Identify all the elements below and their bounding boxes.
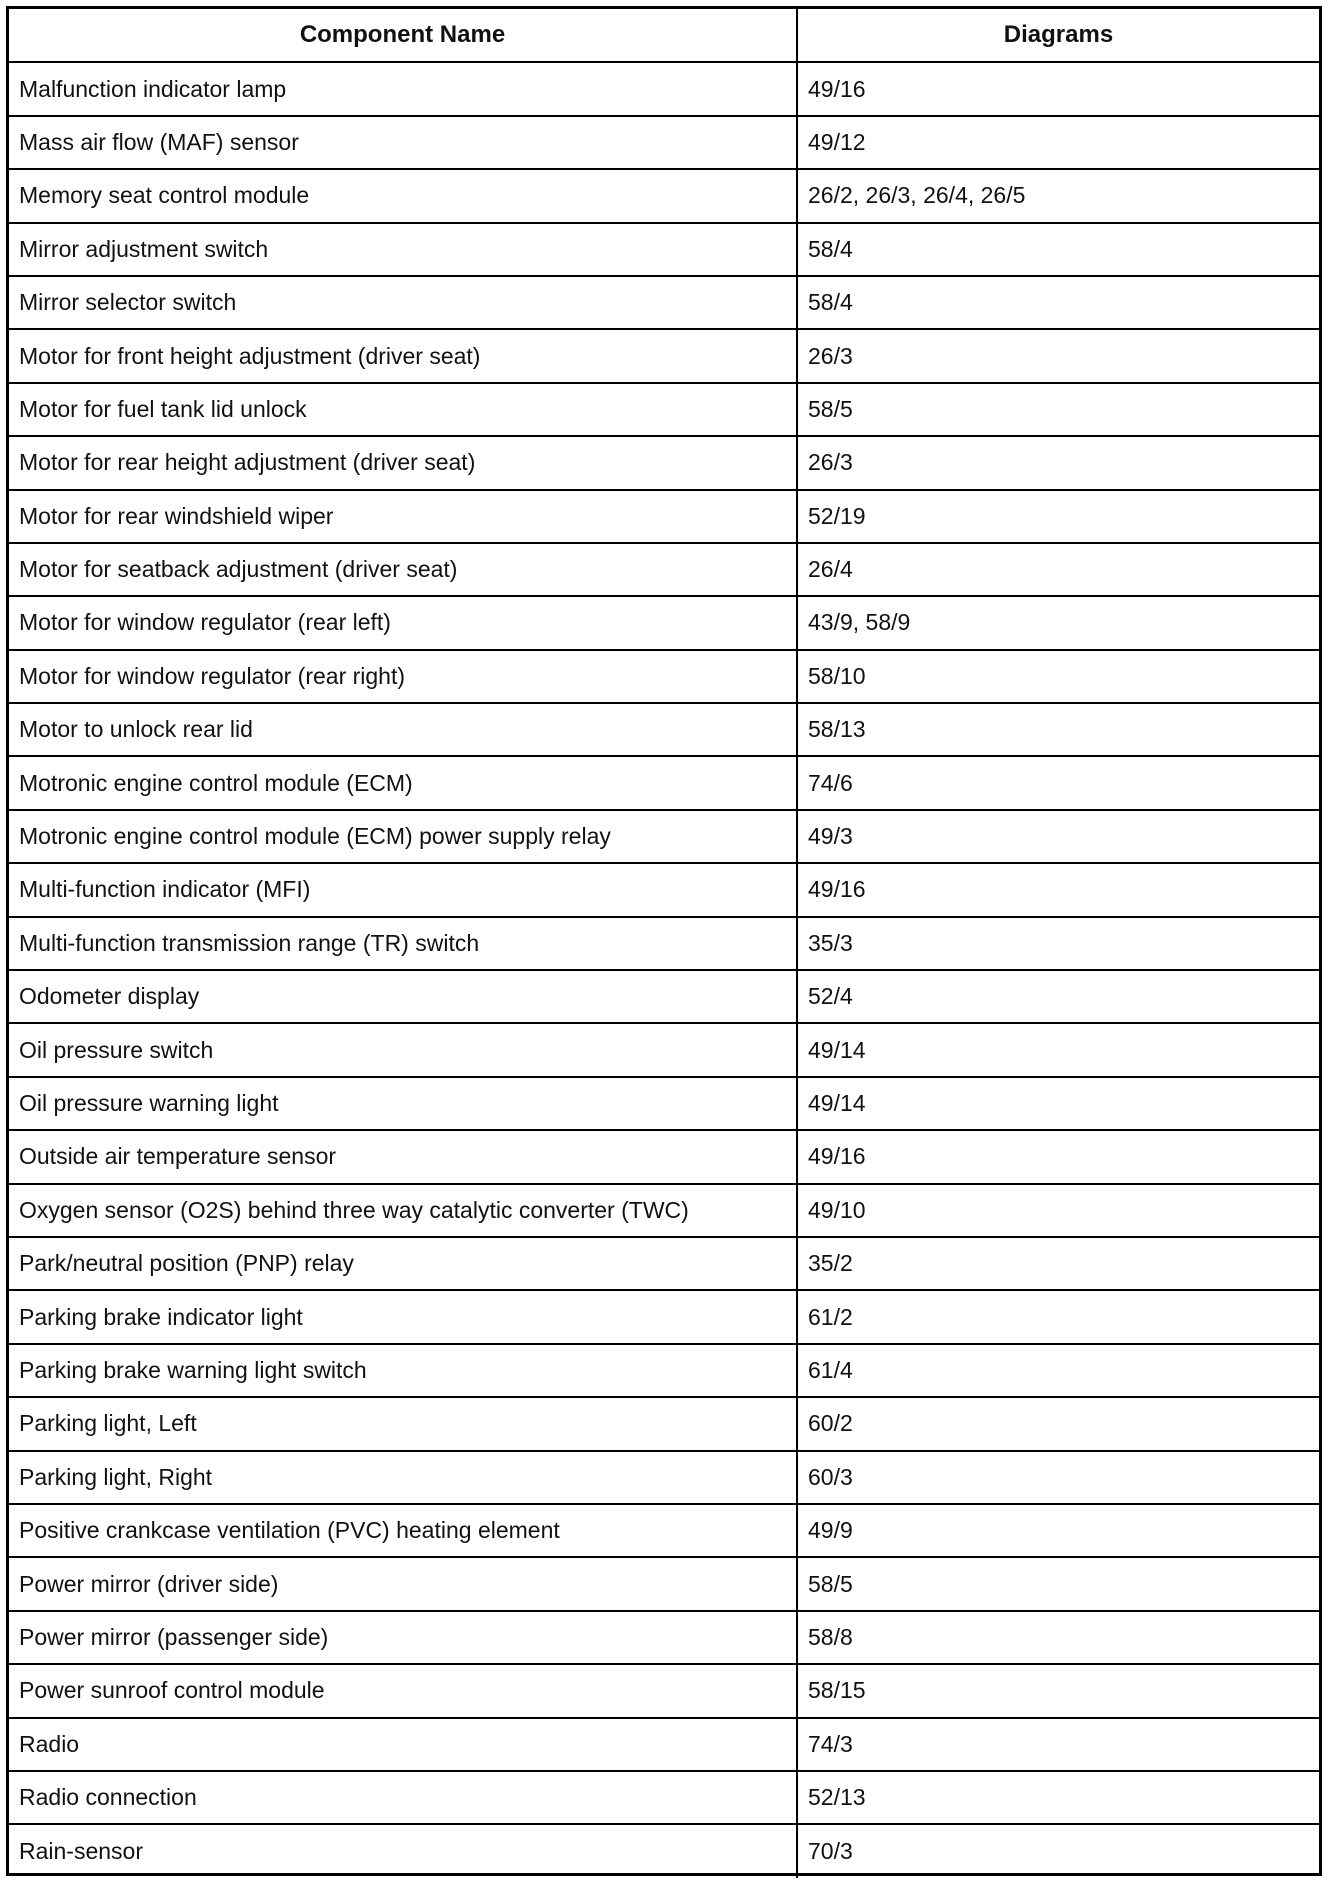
component-name-cell: Parking brake warning light switch: [9, 1344, 797, 1397]
diagrams-cell: 58/4: [797, 223, 1319, 276]
table-row: [9, 1077, 1319, 1130]
diagrams-cell: 26/4: [797, 543, 1319, 596]
component-name-cell: Radio: [9, 1718, 797, 1771]
diagrams-cell: 74/6: [797, 756, 1319, 809]
component-name-cell: Parking light, Left: [9, 1397, 797, 1450]
diagrams-cell: 52/19: [797, 490, 1319, 543]
diagrams-cell: 49/9: [797, 1504, 1319, 1557]
table-row: [9, 917, 1319, 970]
table-row: [9, 223, 1319, 276]
component-diagram-table: [9, 9, 1319, 1878]
table-row: [9, 970, 1319, 1023]
table-row: [9, 650, 1319, 703]
table-row: [9, 436, 1319, 489]
component-name-cell: Motor for rear height adjustment (driver seat): [9, 436, 797, 489]
diagrams-cell: 58/10: [797, 650, 1319, 703]
component-name-cell: Oxygen sensor (O2S) behind three way catalytic converter (TWC): [9, 1184, 797, 1237]
header-component-name: Component Name: [9, 9, 797, 62]
table-row: [9, 1023, 1319, 1076]
diagrams-cell: 49/16: [797, 863, 1319, 916]
table-row: [9, 169, 1319, 222]
component-name-cell: Mirror adjustment switch: [9, 223, 797, 276]
diagrams-cell: 60/3: [797, 1451, 1319, 1504]
component-name-cell: Power sunroof control module: [9, 1664, 797, 1717]
component-name-cell: Rain-sensor: [9, 1824, 797, 1877]
table-row: [9, 1184, 1319, 1237]
component-name-cell: Oil pressure switch: [9, 1023, 797, 1076]
component-name-cell: Motor for rear windshield wiper: [9, 490, 797, 543]
component-name-cell: Motor for front height adjustment (driver seat): [9, 329, 797, 382]
component-name-cell: Parking brake indicator light: [9, 1290, 797, 1343]
component-name-cell: Mass air flow (MAF) sensor: [9, 116, 797, 169]
table-body: [9, 62, 1319, 1877]
component-name-cell: Outside air temperature sensor: [9, 1130, 797, 1183]
diagrams-cell: 49/3: [797, 810, 1319, 863]
diagrams-cell: 35/3: [797, 917, 1319, 970]
component-name-cell: Motronic engine control module (ECM): [9, 756, 797, 809]
diagrams-cell: 43/9, 58/9: [797, 596, 1319, 649]
table-row: [9, 596, 1319, 649]
table-row: [9, 1504, 1319, 1557]
component-name-cell: Motronic engine control module (ECM) power supply relay: [9, 810, 797, 863]
table-row: [9, 383, 1319, 436]
diagrams-cell: 58/5: [797, 383, 1319, 436]
diagrams-cell: 52/4: [797, 970, 1319, 1023]
component-name-cell: Power mirror (passenger side): [9, 1611, 797, 1664]
diagrams-cell: 74/3: [797, 1718, 1319, 1771]
table-row: [9, 1611, 1319, 1664]
table-row: [9, 703, 1319, 756]
component-name-cell: Motor for window regulator (rear left): [9, 596, 797, 649]
table-header-row: [9, 9, 1319, 62]
diagrams-cell: 58/8: [797, 1611, 1319, 1664]
table-row: [9, 756, 1319, 809]
diagrams-cell: 61/2: [797, 1290, 1319, 1343]
diagrams-cell: 26/3: [797, 436, 1319, 489]
diagrams-cell: 26/3: [797, 329, 1319, 382]
table-row: [9, 1451, 1319, 1504]
component-name-cell: Mirror selector switch: [9, 276, 797, 329]
diagrams-cell: 35/2: [797, 1237, 1319, 1290]
component-name-cell: Multi-function indicator (MFI): [9, 863, 797, 916]
diagrams-cell: 52/13: [797, 1771, 1319, 1824]
diagrams-cell: 49/14: [797, 1077, 1319, 1130]
component-name-cell: Malfunction indicator lamp: [9, 62, 797, 115]
table-row: [9, 62, 1319, 115]
component-name-cell: Radio connection: [9, 1771, 797, 1824]
component-name-cell: Motor for fuel tank lid unlock: [9, 383, 797, 436]
table-row: [9, 1130, 1319, 1183]
component-name-cell: Power mirror (driver side): [9, 1557, 797, 1610]
component-name-cell: Motor to unlock rear lid: [9, 703, 797, 756]
diagrams-cell: 49/10: [797, 1184, 1319, 1237]
table-row: [9, 490, 1319, 543]
table-row: [9, 1397, 1319, 1450]
component-name-cell: Park/neutral position (PNP) relay: [9, 1237, 797, 1290]
component-name-cell: Motor for seatback adjustment (driver seat): [9, 543, 797, 596]
table-row: [9, 116, 1319, 169]
component-name-cell: Motor for window regulator (rear right): [9, 650, 797, 703]
diagrams-cell: 58/15: [797, 1664, 1319, 1717]
diagrams-cell: 58/4: [797, 276, 1319, 329]
component-name-cell: Memory seat control module: [9, 169, 797, 222]
component-name-cell: Parking light, Right: [9, 1451, 797, 1504]
table-row: [9, 1664, 1319, 1717]
table-row: [9, 329, 1319, 382]
table-row: [9, 1290, 1319, 1343]
diagrams-cell: 61/4: [797, 1344, 1319, 1397]
table-row: [9, 1771, 1319, 1824]
diagrams-cell: 49/12: [797, 116, 1319, 169]
table-row: [9, 1718, 1319, 1771]
diagrams-cell: 26/2, 26/3, 26/4, 26/5: [797, 169, 1319, 222]
table-row: [9, 863, 1319, 916]
diagrams-cell: 49/14: [797, 1023, 1319, 1076]
table-row: [9, 1344, 1319, 1397]
table-row: [9, 1237, 1319, 1290]
component-name-cell: Multi-function transmission range (TR) switch: [9, 917, 797, 970]
diagrams-cell: 49/16: [797, 62, 1319, 115]
diagrams-cell: 58/13: [797, 703, 1319, 756]
table-row: [9, 1557, 1319, 1610]
diagrams-cell: 70/3: [797, 1824, 1319, 1877]
table-row: [9, 276, 1319, 329]
diagrams-cell: 60/2: [797, 1397, 1319, 1450]
diagrams-cell: 49/16: [797, 1130, 1319, 1183]
component-name-cell: Positive crankcase ventilation (PVC) heating element: [9, 1504, 797, 1557]
diagrams-cell: 58/5: [797, 1557, 1319, 1610]
component-name-cell: Oil pressure warning light: [9, 1077, 797, 1130]
component-name-cell: Odometer display: [9, 970, 797, 1023]
table-row: [9, 543, 1319, 596]
table-row: [9, 1824, 1319, 1877]
component-table-frame: [6, 6, 1322, 1876]
header-diagrams: Diagrams: [797, 9, 1319, 62]
table-row: [9, 810, 1319, 863]
